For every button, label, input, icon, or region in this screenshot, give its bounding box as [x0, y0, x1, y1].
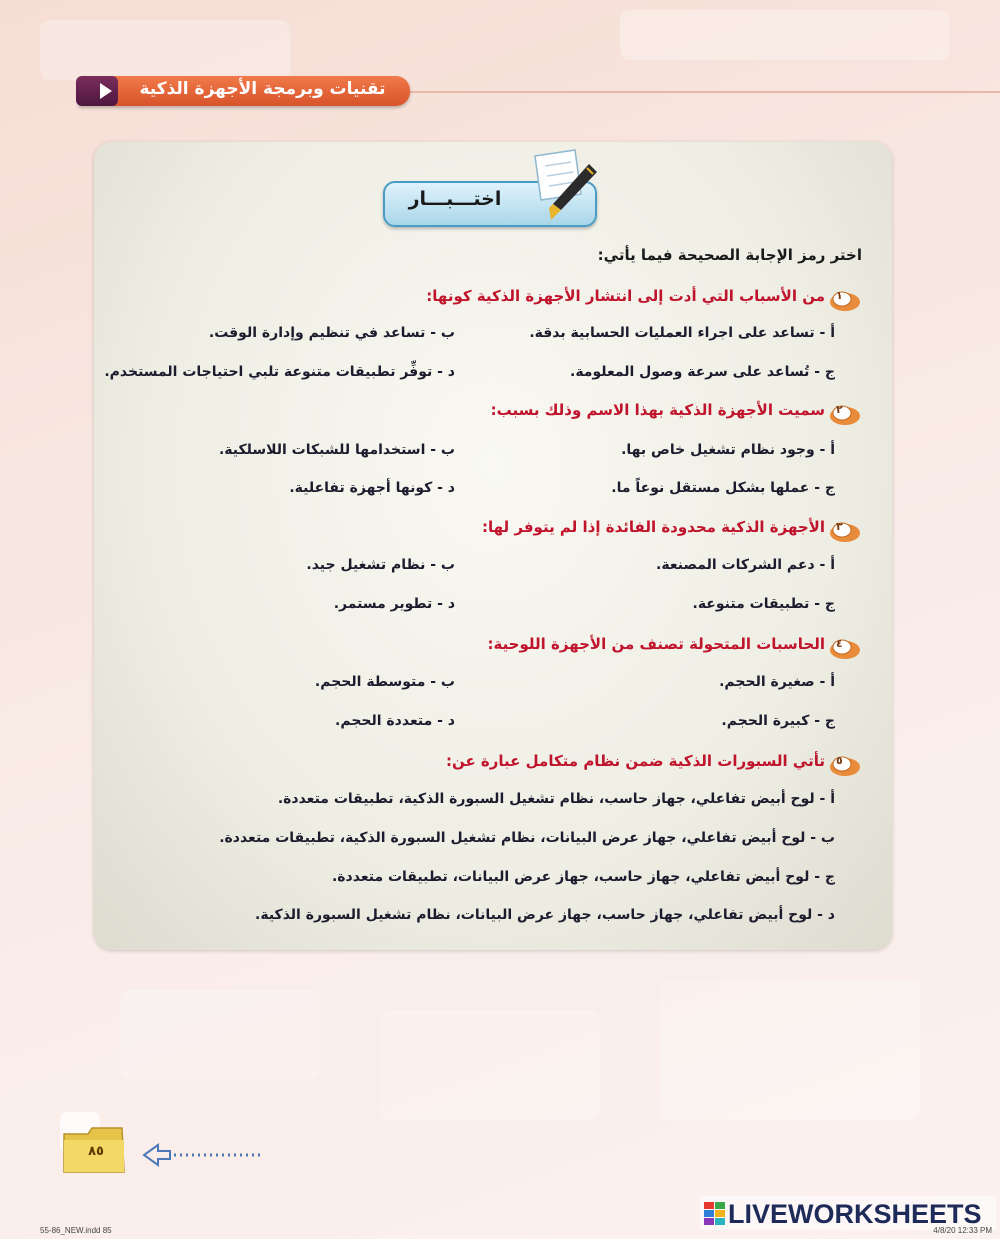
instruction-text: اختر رمز الإجابة الصحيحة فيما يأتي: — [597, 246, 862, 264]
option-c[interactable]: ج - تطبيقات متنوعة. — [692, 596, 835, 612]
option-c[interactable]: ج - لوح أبيض تفاعلي، جهاز حاسب، جهاز عرض البيانات، تطبيقات متعددة. — [331, 869, 835, 885]
page-number: ٨٥ — [88, 1144, 104, 1159]
question-text: الأجهزة الذكية محدودة الفائدة إذا لم يتوفر لها: — [482, 518, 825, 536]
back-arrow-icon[interactable] — [140, 1140, 265, 1170]
option-b[interactable]: ب - نظام تشغيل جيد. — [306, 557, 455, 573]
option-c[interactable]: ج - كبيرة الحجم. — [721, 713, 835, 729]
question-number: ٥ — [836, 754, 843, 767]
option-a[interactable]: أ - لوح أبيض تفاعلي، جهاز حاسب، نظام تشغيل السبورة الذكية، تطبيقات متعددة. — [277, 791, 835, 807]
option-c[interactable]: ج - تُساعد على سرعة وصول المعلومة. — [570, 364, 835, 380]
header-rule — [400, 91, 1000, 93]
header-arrow-icon — [76, 76, 118, 106]
option-b[interactable]: ب - استخدامها للشبكات اللاسلكية. — [218, 442, 455, 458]
question-text: من الأسباب التي أدت إلى انتشار الأجهزة الذكية كونها: — [426, 287, 825, 305]
question-number: ٢ — [836, 403, 843, 416]
option-a[interactable]: أ - وجود نظام تشغيل خاص بها. — [621, 442, 835, 458]
option-d[interactable]: د - توفِّر تطبيقات متنوعة تلبي احتياجات المستخدم. — [104, 364, 455, 380]
option-d[interactable]: د - تطوير مستمر. — [333, 596, 455, 612]
question-number-badge-icon — [828, 403, 862, 427]
question-number: ٤ — [836, 637, 843, 650]
background-tile — [620, 10, 950, 60]
option-a[interactable]: أ - دعم الشركات المصنعة. — [656, 557, 835, 573]
question-number: ١ — [836, 289, 843, 302]
question-text: الحاسبات المتحولة تصنف من الأجهزة اللوحية: — [487, 635, 825, 653]
pen-paper-icon — [525, 148, 605, 226]
option-b[interactable]: ب - لوح أبيض تفاعلي، جهاز عرض البيانات، نظام تشغيل السبورة الذكية، تطبيقات متعددة. — [219, 830, 835, 846]
question-number-badge-icon — [828, 637, 862, 661]
option-d[interactable]: د - متعددة الحجم. — [335, 713, 455, 729]
file-name: 55-86_NEW.indd 85 — [40, 1226, 112, 1235]
question-number-badge-icon — [828, 289, 862, 313]
background-tile — [380, 1010, 600, 1120]
unit-title: تقنيات وبرمجة الأجهزة الذكية — [139, 79, 386, 99]
background-tile — [40, 20, 290, 80]
option-a[interactable]: أ - صغيرة الحجم. — [719, 674, 835, 690]
quiz-title: اختـــبـــار — [408, 188, 502, 210]
liveworksheets-logo-icon — [704, 1202, 726, 1226]
option-b[interactable]: ب - تساعد في تنظيم وإدارة الوقت. — [208, 325, 455, 341]
question-text: تأتي السبورات الذكية ضمن نظام متكامل عبارة عن: — [445, 752, 825, 770]
question-number-badge-icon — [828, 520, 862, 544]
option-b[interactable]: ب - متوسطة الحجم. — [314, 674, 455, 690]
brand-banner[interactable] — [700, 1196, 996, 1230]
option-d[interactable]: د - كونها أجهزة تفاعلية. — [289, 480, 455, 496]
print-date: 4/8/20 12:33 PM — [933, 1226, 992, 1235]
option-a[interactable]: أ - تساعد على اجراء العمليات الحسابية بدقة. — [529, 325, 835, 341]
question-text: سميت الأجهزة الذكية بهذا الاسم وذلك بسبب: — [490, 401, 825, 419]
background-tile — [120, 990, 320, 1080]
background-tile — [660, 980, 920, 1120]
question-number: ٣ — [836, 520, 843, 533]
option-c[interactable]: ج - عملها بشكل مستقل نوعاً ما. — [611, 480, 835, 496]
question-number-badge-icon — [828, 754, 862, 778]
option-d[interactable]: د - لوح أبيض تفاعلي، جهاز حاسب، جهاز عرض البيانات، نظام تشغيل السبورة الذكية. — [255, 907, 835, 923]
brand-name: LIVEWORKSHEETS — [728, 1199, 982, 1229]
